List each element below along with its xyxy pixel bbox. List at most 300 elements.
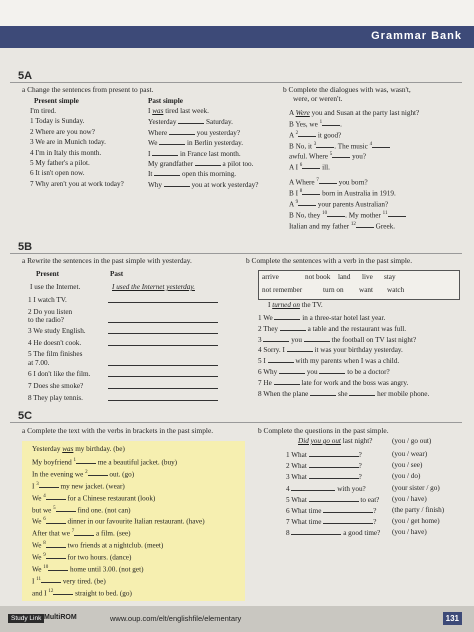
text-line xyxy=(32,469,134,478)
present-sentence: 5 The film finishes xyxy=(28,350,83,358)
answer-blank[interactable] xyxy=(48,564,68,571)
question-end: ? xyxy=(358,473,362,482)
answer-blank[interactable] xyxy=(309,472,359,479)
dialogue-text: Italian and my father xyxy=(289,222,351,231)
question-number: 12 xyxy=(48,588,54,594)
sentence-end: the TV. xyxy=(299,301,323,309)
text-line xyxy=(32,528,131,537)
question-start: 6 What time xyxy=(286,507,324,515)
question-start: 7 What time xyxy=(286,518,324,527)
question-line xyxy=(286,461,362,470)
question-number: 5 xyxy=(329,152,333,157)
instruction-5a-b-cont: were, or weren't. xyxy=(293,94,343,103)
question-number: 10 xyxy=(43,565,49,570)
text-part: find one. (not can) xyxy=(75,505,131,514)
present-sentence: 4 I'm in Italy this month. xyxy=(30,148,102,157)
question-start: 4 xyxy=(286,484,292,493)
sentence-text: 7 He xyxy=(258,378,274,387)
website-url[interactable]: www.oup.com/elt/englishfile/elementary xyxy=(110,614,242,623)
text-line xyxy=(32,540,163,549)
sentence-start: Where xyxy=(148,128,169,137)
question-line xyxy=(286,450,362,459)
text-part: my birthday. (be) xyxy=(73,445,125,453)
section-5c-title: 5C xyxy=(18,410,33,422)
sentence-text: a table and the restaurant was full. xyxy=(305,324,407,333)
answer-blank[interactable] xyxy=(195,159,221,166)
answer-blank[interactable] xyxy=(56,505,76,512)
dialogue-line xyxy=(289,130,341,139)
sentence-text: 3 xyxy=(258,335,264,344)
example-answer: Were xyxy=(295,109,310,117)
question-number: 8 xyxy=(299,189,303,194)
instruction-5b-b: b Complete the sentences with a verb in the past simple. xyxy=(246,256,413,265)
answer-blank[interactable] xyxy=(71,529,94,536)
answer-line[interactable] xyxy=(108,322,218,323)
word-box-item: stay xyxy=(384,273,396,281)
answer-blank[interactable] xyxy=(159,138,185,145)
past-sentence xyxy=(148,117,233,126)
text-part: After that we xyxy=(32,529,72,538)
past-sentence xyxy=(148,159,253,168)
multirom-label: MultiROM xyxy=(44,614,77,621)
present-sentence: 4 He doesn't cook. xyxy=(28,339,82,347)
prompt-words: (you / have) xyxy=(392,494,427,503)
present-sentence: 5 My father's a pilot. xyxy=(30,159,90,167)
answer-blank[interactable] xyxy=(319,119,342,129)
dialogue-line xyxy=(289,177,368,186)
example-answer: was xyxy=(62,445,74,453)
dialogue-text: born in Australia in 1919. xyxy=(320,189,396,198)
sentence-text: 5 I xyxy=(258,357,268,366)
section-divider xyxy=(10,82,462,83)
question-line xyxy=(286,517,376,526)
answer-blank[interactable] xyxy=(46,493,66,500)
text-part: In the evening we xyxy=(32,470,86,479)
sentence-text: late for work and the boss was angry. xyxy=(299,378,409,387)
question-line xyxy=(286,484,366,493)
banner-title: Grammar Bank xyxy=(371,30,462,42)
top-margin xyxy=(0,0,474,26)
answer-blank[interactable] xyxy=(46,541,66,548)
answer-blank[interactable] xyxy=(313,141,334,148)
prompt-words: (you / wear) xyxy=(392,450,428,458)
sentence-text: 4 Sorry. I xyxy=(258,346,287,355)
text-line xyxy=(32,445,125,453)
dialogue-line xyxy=(289,188,396,197)
answer-blank[interactable] xyxy=(291,528,341,535)
present-sentence: 8 They play tennis. xyxy=(28,394,83,402)
gap-fill-sentence xyxy=(258,335,416,344)
answer-blank[interactable] xyxy=(39,481,59,488)
sentence-text: it was your birthday yesterday. xyxy=(312,346,403,355)
sentence-text: you xyxy=(289,335,304,344)
text-part: I xyxy=(32,482,37,491)
answer-blank[interactable] xyxy=(73,457,96,464)
dialogue-text: B I xyxy=(289,189,300,198)
dialogue-text: awful. Where xyxy=(289,152,330,161)
answer-blank[interactable] xyxy=(263,335,289,342)
answer-blank[interactable] xyxy=(323,506,373,513)
answer-blank[interactable] xyxy=(46,552,66,559)
footer xyxy=(0,606,474,632)
present-sentence: 1 Today is Sunday. xyxy=(30,117,85,126)
present-sentence: 3 We are in Munich today. xyxy=(30,138,106,147)
sentence-text: 6 Why xyxy=(258,368,280,376)
present-sentence: 7 Why aren't you at work today? xyxy=(30,179,124,188)
sentence-start: It xyxy=(148,170,155,179)
prompt-words: (you / do) xyxy=(392,472,421,481)
dialogue-text: you? xyxy=(350,152,367,161)
question-line xyxy=(286,495,379,504)
word-box-item: arrive xyxy=(262,273,279,281)
answer-blank[interactable] xyxy=(349,389,375,396)
dialogue-text: . xyxy=(340,120,342,129)
section-divider xyxy=(10,253,462,254)
answer-line[interactable] xyxy=(108,345,218,346)
prompt-words: (you / get home) xyxy=(392,517,440,526)
example-past: I used the Internet yesterday. xyxy=(112,283,195,291)
question-line xyxy=(286,472,362,481)
past-sentence xyxy=(148,180,258,189)
question-start: 1 What xyxy=(286,451,309,459)
question-number: 4 xyxy=(43,493,46,499)
answer-blank[interactable] xyxy=(280,324,306,331)
question-end: ? xyxy=(373,507,377,515)
dialogue-line xyxy=(289,199,388,208)
dialogue-line xyxy=(289,221,395,230)
question-number: 5 xyxy=(53,505,56,511)
text-part: We xyxy=(32,565,44,574)
answer-blank[interactable] xyxy=(53,588,73,595)
prompt-words: (you / go out) xyxy=(392,437,432,445)
example-answer: was xyxy=(152,107,164,115)
question-number: 2 xyxy=(295,131,299,136)
text-part: but we xyxy=(32,505,54,514)
dialogue-text: . The music xyxy=(334,142,370,151)
example-answer: Did you go out xyxy=(298,437,341,445)
question-line xyxy=(286,528,380,537)
question-end: to eat? xyxy=(358,495,380,504)
answer-blank[interactable] xyxy=(299,188,320,195)
dialogue-text: B No, they xyxy=(289,211,323,220)
example-present: I use the Internet. xyxy=(30,283,81,291)
gap-fill-sentence xyxy=(258,367,390,376)
gap-fill-sentence xyxy=(258,378,408,387)
dialogue-line xyxy=(289,119,342,128)
question-end: ? xyxy=(358,451,362,459)
answer-blank[interactable] xyxy=(304,335,330,342)
answer-line[interactable] xyxy=(108,400,218,401)
question-number: 11 xyxy=(36,576,42,582)
answer-blank[interactable] xyxy=(309,461,359,468)
answer-blank[interactable] xyxy=(291,484,335,491)
question-number: 4 xyxy=(369,142,373,147)
question-number: 9 xyxy=(295,200,299,205)
answer-blank[interactable] xyxy=(88,469,108,476)
sentence-end: in Berlin yesterday. xyxy=(185,139,244,148)
text-line xyxy=(32,516,205,525)
text-line xyxy=(32,457,177,466)
dialogue-text: B No, it xyxy=(289,142,314,151)
sentence-end: a pilot too. xyxy=(220,160,254,168)
sentence-text: you xyxy=(305,368,320,376)
text-line xyxy=(32,505,131,514)
sentence-text: 2 They xyxy=(258,324,280,333)
answer-blank[interactable] xyxy=(356,221,374,228)
answer-blank[interactable] xyxy=(169,128,195,135)
text-line xyxy=(32,588,132,597)
past-sentence xyxy=(148,149,241,158)
text-part: We xyxy=(32,517,44,526)
answer-blank[interactable] xyxy=(41,576,61,583)
instruction-5c-a: a Complete the text with the verbs in brackets in the past simple. xyxy=(22,426,214,435)
dialogue-text: ill. xyxy=(320,163,330,172)
answer-blank[interactable] xyxy=(295,130,316,137)
prompt-words: (you / see) xyxy=(392,461,423,470)
answer-blank[interactable] xyxy=(46,517,66,524)
sentence-end: you yesterday? xyxy=(194,128,241,137)
answer-blank[interactable] xyxy=(287,345,313,352)
gap-fill-sentence xyxy=(258,389,429,398)
answer-blank[interactable] xyxy=(319,367,345,374)
sentence-text: her mobile phone. xyxy=(375,389,430,398)
dialogue-text: A Where xyxy=(289,178,317,187)
text-part: straight to bed. (go) xyxy=(73,589,132,598)
instruction-5a-a: a Change the sentences from present to past. xyxy=(22,85,154,94)
gap-fill-sentence xyxy=(258,345,403,354)
example-question xyxy=(298,437,372,445)
answer-line[interactable] xyxy=(108,388,218,389)
question-start: 2 What xyxy=(286,462,309,471)
answer-blank[interactable] xyxy=(274,378,300,385)
answer-blank[interactable] xyxy=(327,210,345,217)
prompt-words: (your sister / go) xyxy=(392,483,440,492)
grammar-bank-banner xyxy=(0,26,474,48)
text-part: my new jacket. (wear) xyxy=(58,482,125,491)
word-box-item: live xyxy=(362,273,373,281)
sentence-end: in France last month. xyxy=(178,149,241,158)
answer-blank[interactable] xyxy=(309,450,359,457)
question-number: 6 xyxy=(43,517,46,523)
dialogue-text: your parents Australian? xyxy=(316,200,389,209)
text-part: and I xyxy=(32,589,49,598)
question-number: 6 xyxy=(299,163,303,168)
present-sentence: to the radio? xyxy=(28,316,64,324)
question-number: 3 xyxy=(313,142,317,147)
answer-line[interactable] xyxy=(108,302,218,303)
column-header-past: Past xyxy=(110,270,124,278)
word-box-item: turn on xyxy=(323,286,344,294)
sentence-start: Why xyxy=(148,180,164,189)
question-end: ? xyxy=(373,518,377,527)
question-end: ? xyxy=(358,462,362,471)
past-sentence xyxy=(148,169,236,178)
sentence-end: you at work yesterday? xyxy=(189,180,259,189)
question-number: 3 xyxy=(36,481,39,487)
sentence-text: she xyxy=(336,389,350,398)
text-part: out. (go) xyxy=(107,470,135,479)
sentence-start: I xyxy=(268,301,273,309)
section-5b-title: 5B xyxy=(18,241,33,253)
sentence-text: the football on TV last night? xyxy=(329,335,417,344)
sentence-start: Yesterday xyxy=(148,118,179,127)
question-number: 9 xyxy=(43,553,46,559)
sentence-text: to be a doctor? xyxy=(345,368,390,376)
answer-blank[interactable] xyxy=(388,210,406,217)
section-5a-title: 5A xyxy=(18,70,33,82)
sentence-end: tired last week. xyxy=(163,107,209,115)
dialogue-text: you born? xyxy=(336,178,368,187)
question-number: 10 xyxy=(322,211,328,216)
text-part: dinner in our favourite Italian restaurant. (have) xyxy=(65,517,205,526)
question-start: 5 What xyxy=(286,495,309,504)
question-number: 2 xyxy=(85,469,88,475)
text-part: very tired. (be) xyxy=(61,577,106,586)
dialogue-line xyxy=(289,162,330,171)
gap-fill-sentence xyxy=(258,313,385,322)
instruction-5a-b: b Complete the dialogues with was, wasn't, xyxy=(283,85,411,94)
answer-blank[interactable] xyxy=(319,177,337,184)
question-number: 1 xyxy=(73,457,77,463)
dialogue-text: B Yes, we xyxy=(289,120,320,129)
dialogue-line xyxy=(289,141,390,150)
question-number: 1 xyxy=(319,120,323,125)
answer-blank[interactable] xyxy=(329,151,350,158)
gap-fill-sentence xyxy=(258,356,399,365)
answer-blank[interactable] xyxy=(310,389,336,396)
column-header-past: Past simple xyxy=(148,97,183,105)
answer-blank[interactable] xyxy=(369,141,390,148)
present-sentence: 2 Where are you now? xyxy=(30,127,95,136)
question-number: 12 xyxy=(350,222,356,227)
text-part: I xyxy=(32,577,37,586)
word-box-item: watch xyxy=(387,286,405,294)
sentence-end: Saturday. xyxy=(204,118,233,127)
sentence-text: in a three-star hotel last year. xyxy=(300,314,386,322)
question-number: 8 xyxy=(43,541,46,547)
present-sentence: 3 We study English. xyxy=(28,327,86,335)
question-start: 8 xyxy=(286,529,292,538)
gap-fill-sentence xyxy=(258,324,406,333)
sentence-text: 8 When the plane xyxy=(258,389,311,398)
answer-line[interactable] xyxy=(108,365,218,366)
prompt-words: (you / have) xyxy=(392,528,427,537)
answer-blank[interactable] xyxy=(268,356,294,363)
text-part: My boyfriend xyxy=(32,458,74,467)
question-number: 7 xyxy=(71,529,75,535)
text-part: home until 3.00. (not get) xyxy=(68,565,144,574)
answer-blank[interactable] xyxy=(295,199,316,206)
dialogue-line xyxy=(289,210,406,219)
answer-blank[interactable] xyxy=(178,117,204,124)
question-number: 11 xyxy=(382,211,388,216)
instruction-5c-b: b Complete the questions in the past simple. xyxy=(258,426,389,435)
text-line xyxy=(32,481,125,490)
sentence-start: I xyxy=(148,149,153,158)
dialogue-text: A xyxy=(289,109,296,117)
text-part: a film. (see) xyxy=(94,529,131,538)
text-part: We xyxy=(32,553,44,562)
dialogue-text: it good? xyxy=(316,131,342,140)
sentence-text: with my parents when I was a child. xyxy=(293,357,400,366)
word-box-item: want xyxy=(359,286,373,294)
dialogue-text: A xyxy=(289,131,296,140)
text-part: me a beautiful jacket. (buy) xyxy=(96,458,178,467)
dialogue-text: you and Susan at the party last night? xyxy=(309,109,420,117)
question-number: 7 xyxy=(316,178,319,183)
dialogue-line xyxy=(289,151,366,160)
dialogue-text: Greek. xyxy=(373,222,396,231)
answer-blank[interactable] xyxy=(274,313,300,320)
question-end: last night? xyxy=(340,437,373,445)
present-sentence: 7 Does she smoke? xyxy=(28,382,84,390)
past-sentence xyxy=(148,128,240,137)
text-line xyxy=(32,564,143,573)
text-part: two friends at a nightclub. (meet) xyxy=(65,541,164,550)
present-sentence: I'm tired. xyxy=(30,107,57,115)
word-box-item: not book xyxy=(305,273,331,281)
instruction-5b-a: a Rewrite the sentences in the past simple with yesterday. xyxy=(22,256,192,265)
question-end: a good time? xyxy=(341,529,381,538)
example-sentence xyxy=(268,301,323,309)
text-part: for a Chinese restaurant (look) xyxy=(65,493,156,502)
past-sentence xyxy=(148,138,243,147)
page-number: 131 xyxy=(443,612,462,625)
dialogue-text: A I xyxy=(289,163,300,172)
column-header-present: Present simple xyxy=(34,97,79,105)
word-box xyxy=(258,270,460,300)
present-sentence: 2 Do you listen xyxy=(28,308,73,316)
sentence-start: I xyxy=(148,107,153,115)
present-sentence: 6 It isn't open now. xyxy=(30,169,85,178)
dialogue-line xyxy=(289,109,419,117)
present-sentence: at 7.00. xyxy=(28,359,50,367)
answer-line[interactable] xyxy=(108,376,218,377)
answer-blank[interactable] xyxy=(152,149,178,156)
question-line xyxy=(286,506,376,515)
word-box-item: not remember xyxy=(262,286,303,294)
answer-blank[interactable] xyxy=(279,367,305,374)
sentence-start: My grandfather xyxy=(148,160,195,168)
text-part: We xyxy=(32,541,44,550)
answer-blank[interactable] xyxy=(309,495,359,502)
sentence-text: 1 We xyxy=(258,314,275,322)
prompt-words: (the party / finish) xyxy=(392,506,445,514)
present-sentence: 1 I watch TV. xyxy=(28,296,67,304)
question-start: 3 What xyxy=(286,473,309,482)
study-link-badge: Study Link xyxy=(8,614,44,623)
word-box-item: land xyxy=(338,273,351,281)
column-header-present: Present xyxy=(36,270,60,278)
answer-blank[interactable] xyxy=(299,162,320,169)
text-line xyxy=(32,576,106,585)
text-part: for two hours. (dance) xyxy=(65,553,132,562)
past-sentence xyxy=(148,107,209,115)
dialogue-text: A xyxy=(289,200,296,209)
text-line xyxy=(32,552,131,561)
answer-blank[interactable] xyxy=(164,180,190,187)
present-sentence: 6 I don't like the film. xyxy=(28,370,91,378)
dialogue-text: . My mother xyxy=(345,211,383,220)
sentence-start: We xyxy=(148,139,160,148)
text-part: Yesterday xyxy=(32,445,63,453)
example-answer: turned on xyxy=(272,301,300,309)
text-part: We xyxy=(32,493,44,502)
answer-blank[interactable] xyxy=(323,517,373,524)
answer-line[interactable] xyxy=(108,333,218,334)
sentence-end: open this morning. xyxy=(180,170,237,179)
answer-blank[interactable] xyxy=(154,169,180,176)
